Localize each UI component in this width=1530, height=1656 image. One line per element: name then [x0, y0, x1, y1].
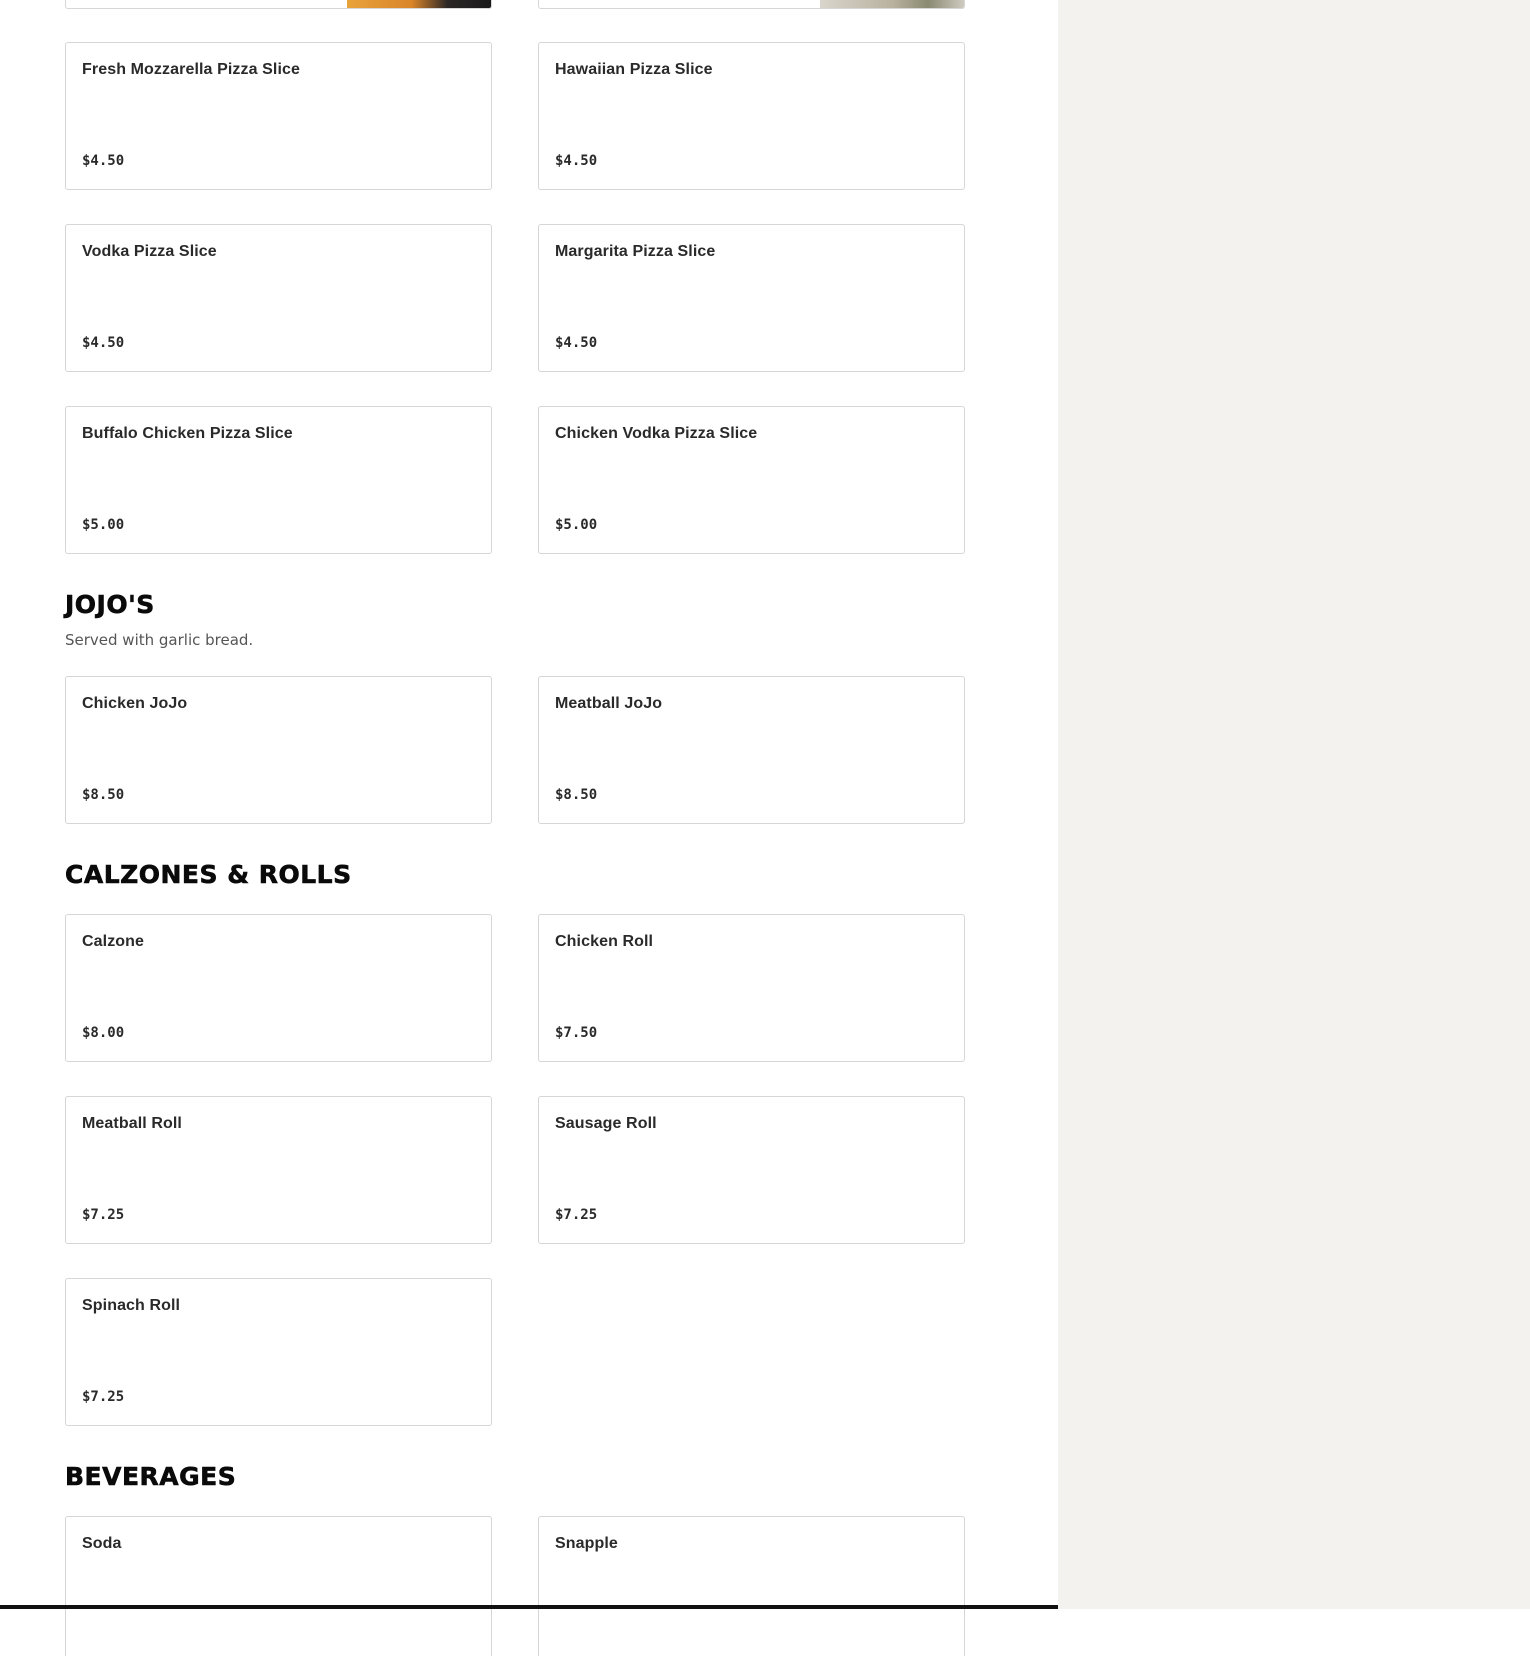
menu-item-price: $4.50	[82, 335, 125, 351]
menu-item-card[interactable]	[65, 914, 492, 1062]
menu-item-price: $7.25	[82, 1207, 125, 1223]
menu-item-name: Soda	[82, 1535, 122, 1552]
menu-item-price: $5.00	[82, 517, 125, 533]
menu-item-card[interactable]	[65, 1278, 492, 1426]
menu-item-price: $4.50	[82, 153, 125, 169]
menu-item-name: Spinach Roll	[82, 1297, 181, 1314]
menu-item-card[interactable]	[65, 0, 492, 9]
menu-item-card[interactable]	[65, 676, 492, 824]
menu-item-name: Sausage Roll	[555, 1115, 657, 1132]
menu-item-price: $4.50	[555, 335, 598, 351]
menu-item-name: Chicken JoJo	[82, 695, 188, 712]
menu-item-price: $7.50	[555, 1025, 598, 1041]
menu-item-price: $7.25	[82, 1389, 125, 1405]
menu-item-price: $7.25	[555, 1207, 598, 1223]
menu-item-card[interactable]	[538, 1096, 965, 1244]
right-sidebar-panel	[1058, 0, 1530, 1609]
menu-item-card[interactable]	[65, 1516, 492, 1656]
menu-item-thumbnail	[347, 0, 491, 8]
menu-item-card[interactable]	[65, 42, 492, 190]
menu-item-price: $8.00	[82, 1025, 125, 1041]
menu-item-name: Hawaiian Pizza Slice	[555, 61, 713, 78]
menu-item-card[interactable]	[538, 1516, 965, 1656]
menu-item-name: Chicken Vodka Pizza Slice	[555, 425, 758, 442]
section-title-calzones-rolls: CALZONES & ROLLS	[65, 860, 352, 889]
menu-item-name: Meatball Roll	[82, 1115, 182, 1132]
menu-item-name: Vodka Pizza Slice	[82, 243, 217, 260]
menu-item-price: $4.50	[555, 153, 598, 169]
menu-item-card[interactable]	[65, 406, 492, 554]
menu-item-name: Fresh Mozzarella Pizza Slice	[82, 61, 300, 78]
menu-item-name: Margarita Pizza Slice	[555, 243, 716, 260]
menu-item-name: Buffalo Chicken Pizza Slice	[82, 425, 293, 442]
menu-item-card[interactable]	[538, 224, 965, 372]
menu-item-card[interactable]	[538, 676, 965, 824]
menu-item-price: $8.50	[555, 787, 598, 803]
menu-item-thumbnail	[820, 0, 964, 8]
menu-item-card[interactable]	[538, 406, 965, 554]
menu-item-name: Chicken Roll	[555, 933, 654, 950]
menu-item-card[interactable]	[65, 1096, 492, 1244]
menu-item-card[interactable]	[538, 42, 965, 190]
menu-item-name: Snapple	[555, 1535, 618, 1552]
section-title-jojos: JOJO'S	[65, 590, 155, 619]
menu-item-price: $8.50	[82, 787, 125, 803]
section-title-beverages: BEVERAGES	[65, 1462, 237, 1491]
menu-item-name: Meatball JoJo	[555, 695, 663, 712]
menu-item-price: $5.00	[555, 517, 598, 533]
menu-item-card[interactable]	[65, 224, 492, 372]
bottom-edge-bar	[0, 1605, 1058, 1609]
menu-item-name: Calzone	[82, 933, 145, 950]
menu-item-card[interactable]	[538, 914, 965, 1062]
menu-item-card[interactable]	[538, 0, 965, 9]
section-description: Served with garlic bread.	[65, 631, 254, 649]
